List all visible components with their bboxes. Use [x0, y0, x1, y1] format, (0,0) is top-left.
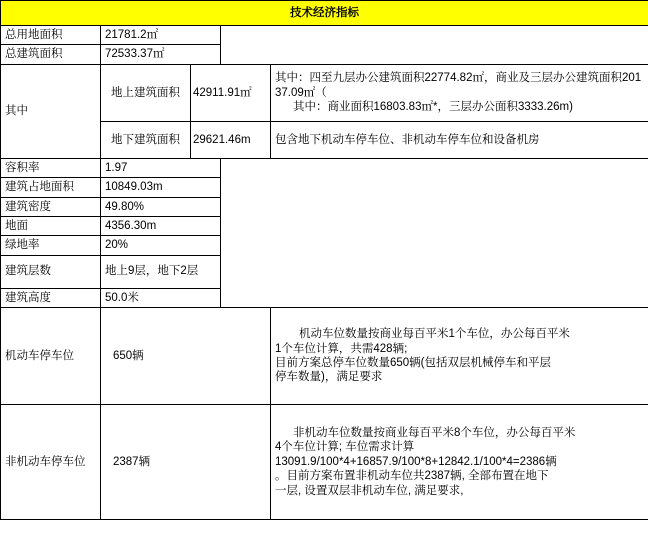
density-value: 49.80% — [101, 197, 221, 216]
car-park-value: 650辆 — [101, 308, 271, 405]
green-value: 20% — [101, 236, 221, 255]
bike-park-note-line4: 。目前方案布置非机动车位共2387辆, 全部布置在地下 — [275, 470, 549, 483]
under-ground-label: 地下建筑面积 — [101, 121, 191, 158]
table-row-above-ground — [1, 64, 648, 121]
table-row-density — [1, 197, 648, 216]
table-row-title — [1, 1, 648, 26]
car-park-label: 机动车停车位 — [1, 308, 101, 405]
table-row-footprint — [1, 178, 648, 197]
ground-value: 4356.30m — [101, 216, 221, 235]
height-label: 建筑高度 — [1, 288, 101, 307]
table-row-bike-park — [1, 405, 648, 520]
bike-park-label: 非机动车停车位 — [1, 405, 101, 520]
bike-park-value: 2387辆 — [101, 405, 271, 520]
table-row-total-land — [1, 26, 648, 45]
density-label: 建筑密度 — [1, 197, 101, 216]
table-row-height — [1, 288, 648, 307]
ground-label: 地面 — [1, 216, 101, 235]
above-ground-value: 42911.91㎡ — [191, 64, 271, 121]
far-label: 容积率 — [1, 158, 101, 177]
bike-park-note-line5: 一层, 设置双层非机动车位, 满足要求, — [275, 484, 464, 497]
table-row-car-park — [1, 308, 648, 405]
car-park-note-line1: 机动车位数量按商业每百平米1个车位，办公每百平米 — [299, 328, 570, 341]
total-land-value: 21781.2㎡ — [101, 26, 221, 45]
height-value: 50.0米 — [101, 288, 221, 307]
car-park-note-line2: 1个车位计算，共需428辆; — [275, 342, 408, 355]
far-value: 1.97 — [101, 158, 221, 177]
total-build-value: 72533.37㎡ — [101, 45, 221, 64]
above-ground-note-line2: 其中：商业面积16803.83㎡*，三层办公面积3333.26m) — [293, 100, 573, 113]
table-row-far — [1, 158, 648, 177]
bike-park-note — [271, 405, 648, 520]
bike-park-note-line1: 非机动车位数量按商业每百平米8个车位，办公每百平米 — [293, 427, 576, 440]
car-park-note — [271, 308, 648, 405]
bike-park-note-line2: 4个车位计算; 车位需求计算 — [275, 441, 415, 454]
under-ground-value: 29621.46m — [191, 121, 271, 158]
total-land-label: 总用地面积 — [1, 26, 101, 45]
car-park-note-line3: 目前方案总停车位数量650辆(包括双层机械停车和平层 — [275, 357, 552, 369]
green-label: 绿地率 — [1, 236, 101, 255]
total-build-label: 总建筑面积 — [1, 45, 101, 64]
among-label: 其中 — [1, 64, 101, 158]
above-ground-label: 地上建筑面积 — [101, 64, 191, 121]
bike-park-note-line3: 13091.9/100*4+16857.9/100*8+12842.1/100*4=2386辆 — [275, 455, 557, 468]
table-row-green — [1, 236, 648, 255]
page-title: 技术经济指标 — [1, 1, 648, 26]
footprint-value: 10849.03m — [101, 178, 221, 197]
above-ground-note-line1: 其中：四至九层办公建筑面积22774.82㎡，商业及三层办公建筑面积20137.09㎡（ — [275, 72, 642, 99]
footprint-label: 建筑占地面积 — [1, 178, 101, 197]
under-ground-note: 包含地下机动车停车位、非机动车停车位和设备机房 — [271, 121, 648, 158]
floors-label: 建筑层数 — [1, 255, 101, 288]
car-park-note-line4: 停车数量)，满足要求 — [275, 371, 383, 384]
table-row-total-build — [1, 45, 648, 64]
table-row-ground — [1, 216, 648, 235]
above-ground-note — [271, 64, 648, 121]
table-row-floors — [1, 255, 648, 288]
floors-value: 地上9层，地下2层 — [101, 255, 221, 288]
